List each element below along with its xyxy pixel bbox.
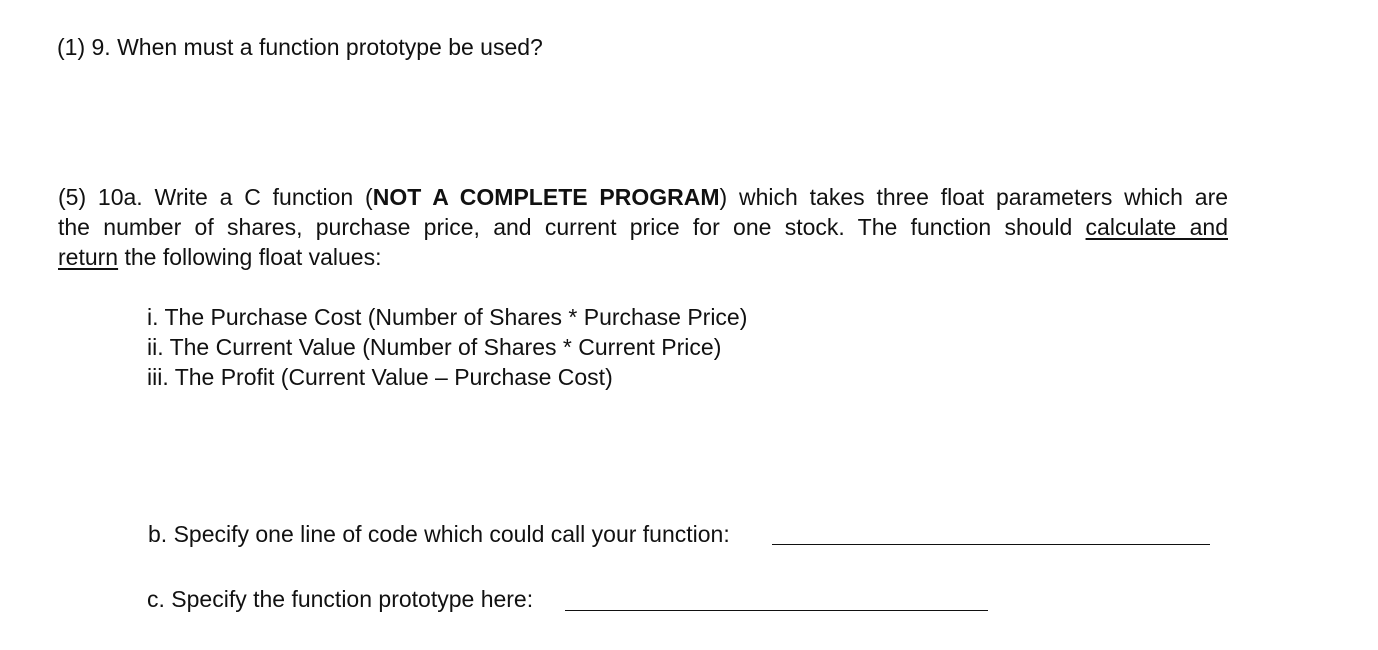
question-10a-text: (5) 10a. Write a C function ( [58, 184, 373, 210]
question-10a-line-1 [58, 182, 1228, 212]
question-10b: b. Specify one line of code which could call your function: [148, 521, 730, 547]
question-10a [58, 182, 1228, 272]
list-item: ii. The Current Value (Number of Shares * Current Price) [147, 334, 722, 360]
list-item: i. The Purchase Cost (Number of Shares * Purchase Price) [147, 304, 748, 330]
return-values-list [147, 302, 747, 392]
emphasis-not-complete-program: NOT A COMPLETE PROGRAM [372, 184, 720, 210]
question-10a-text: ) which takes three float parameters which are [719, 184, 1229, 210]
question-10c: c. Specify the function prototype here: [147, 586, 534, 612]
underlined-return: return [58, 244, 119, 270]
question-9: (1) 9. When must a function prototype be used? [57, 34, 543, 60]
question-10a-text: the following float values: [118, 244, 382, 270]
question-10a-text: the number of shares, purchase price, and current price for one stock. The function should [58, 214, 1086, 240]
underlined-calculate-and: calculate and [1085, 214, 1228, 240]
answer-blank-10b[interactable] [772, 544, 1210, 545]
question-10a-line-2 [58, 212, 1228, 242]
answer-blank-10c[interactable] [565, 610, 988, 611]
question-10a-line-3 [58, 242, 1228, 272]
list-item: iii. The Profit (Current Value – Purchase Cost) [147, 364, 613, 390]
